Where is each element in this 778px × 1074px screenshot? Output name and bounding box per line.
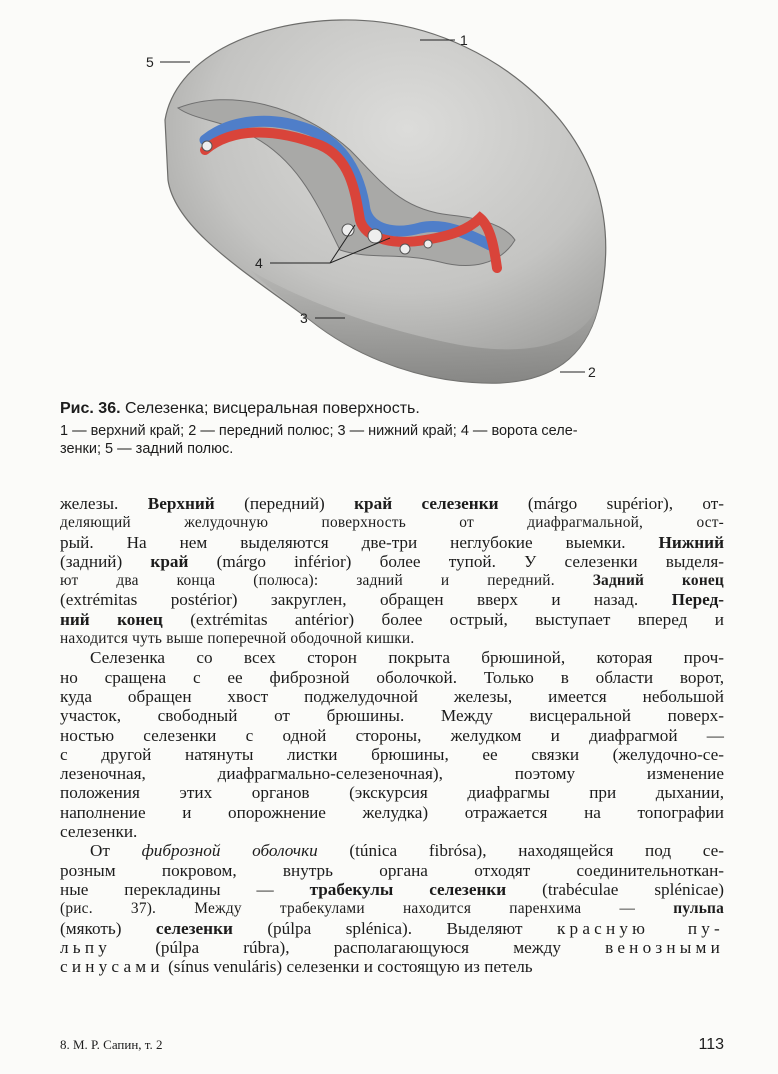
- text-segment: розным покровом, внутрь органа отходят соединительноткан-: [60, 860, 724, 880]
- spleen-illustration: [0, 0, 778, 400]
- text-segment: селезенки.: [60, 822, 138, 842]
- text-line: [60, 861, 724, 880]
- vessel-opening: [202, 141, 212, 151]
- text-line: [60, 938, 724, 957]
- text-segment: синусами: [60, 957, 164, 977]
- text-segment: фиброзной оболочки: [141, 841, 318, 861]
- text-segment: (trabéculae splénicae): [506, 879, 725, 899]
- paragraph-2: [60, 648, 724, 841]
- text-line: [60, 841, 724, 860]
- text-segment: Перед-: [671, 590, 724, 610]
- text-segment: (задний): [60, 551, 151, 571]
- text-segment: участок, свободный от брюшины. Между висцеральной поверх-: [60, 706, 724, 726]
- text-line: [60, 513, 724, 532]
- text-line: [60, 668, 724, 687]
- text-segment: красную пу-: [556, 918, 724, 938]
- label-2: 2: [588, 364, 596, 380]
- text-line: [60, 629, 724, 648]
- text-segment: наполнение и опорожнение желудка) отражается на топографии: [60, 802, 724, 822]
- text-line: [60, 919, 724, 938]
- text-segment: пульпа: [673, 900, 724, 918]
- text-line: [60, 803, 724, 822]
- text-segment: Задний конец: [592, 572, 724, 590]
- text-segment: край: [150, 551, 189, 571]
- text-segment: льпу: [60, 937, 112, 957]
- vessel-opening: [400, 244, 410, 254]
- caption-title: Селезенка; висцеральная поверхность.: [125, 400, 420, 417]
- label-5: 5: [146, 54, 154, 70]
- text-segment: но сращена с ее фиброзной оболочкой. Только в области ворот,: [60, 667, 724, 687]
- text-segment: железы.: [60, 494, 148, 513]
- text-segment: (мякоть): [60, 918, 156, 938]
- text-segment: (рис. 37). Между трабекулами находится паренхима —: [60, 900, 674, 918]
- text-segment: деляющий желудочную поверхность от диафрагмальной, ост-: [60, 514, 724, 532]
- label-4: 4: [255, 255, 263, 271]
- text-segment: рый. На нем выделяются две-три неглубокие выемки.: [60, 532, 659, 552]
- figure-number: Рис. 36.: [60, 400, 121, 417]
- text-segment: край селезенки: [354, 494, 499, 513]
- text-segment: ные перекладины —: [60, 879, 310, 899]
- paragraph-3: [60, 841, 724, 976]
- text-line: [60, 745, 724, 764]
- text-segment: Нижний: [658, 532, 724, 552]
- body-text: [60, 494, 724, 976]
- text-line: [60, 571, 724, 590]
- text-segment: ют два конца (полюса): задний и передний.: [60, 572, 593, 590]
- paragraph-1: [60, 494, 724, 648]
- text-segment: (sínus venuláris) селезенки и состоящую из петель: [163, 957, 533, 977]
- text-line: [60, 726, 724, 745]
- text-segment: (márgo supérior), от-: [498, 494, 725, 513]
- text-segment: (túnica fibrósa), находящейся под се-: [317, 841, 724, 861]
- text-segment: венозными: [605, 937, 724, 957]
- text-line: [60, 822, 724, 841]
- text-line: [60, 899, 724, 918]
- label-3: 3: [300, 310, 308, 326]
- text-segment: От: [90, 841, 142, 861]
- text-segment: с другой натянуты листки брюшины, ее связки (желудочно-се-: [60, 744, 724, 764]
- caption-legend-line: зенки; 5 — задний полюс.: [60, 441, 234, 457]
- text-segment: лезеночная, диафрагмально-селезеночная), поэтому изменение: [60, 764, 724, 784]
- text-segment: (передний): [214, 494, 355, 513]
- spleen-drawing: [0, 0, 778, 400]
- text-line: [60, 494, 724, 513]
- label-1: 1: [460, 32, 468, 48]
- text-segment: Селезенка со всех сторон покрыта брюшиной, которая проч-: [90, 648, 724, 668]
- figure-caption: [60, 398, 720, 458]
- text-segment: находится чуть выше поперечной ободочной кишки.: [60, 630, 415, 648]
- text-segment: (extrémitas antérior) более острый, выступает вперед и: [162, 609, 724, 629]
- text-segment: (púlpa splénica). Выделяют: [232, 918, 557, 938]
- caption-legend: [60, 422, 720, 458]
- text-segment: (púlpa rúbra), располагающуюся между: [111, 937, 606, 957]
- caption-legend-line: 1 — верхний край; 2 — передний полюс; 3 — нижний край; 4 — ворота селе-: [60, 423, 578, 439]
- text-segment: ний конец: [60, 609, 163, 629]
- page-number: 113: [698, 1036, 724, 1053]
- text-line: [60, 687, 724, 706]
- text-line: [60, 957, 724, 976]
- vessel-opening: [368, 229, 382, 243]
- text-line: [60, 764, 724, 783]
- text-line: [60, 610, 724, 629]
- text-segment: куда обращен хвост поджелудочной железы, имеется небольшой: [60, 686, 724, 706]
- page-footer: [60, 1036, 724, 1054]
- text-line: [60, 706, 724, 725]
- signature-mark: 8. М. Р. Сапин, т. 2: [60, 1037, 163, 1052]
- text-segment: положения этих органов (экскурсия диафрагмы при дыхании,: [60, 783, 724, 803]
- text-segment: селезенки: [155, 918, 233, 938]
- text-line: [60, 552, 724, 571]
- text-line: [60, 533, 724, 552]
- text-line: [60, 880, 724, 899]
- text-line: [60, 590, 724, 609]
- text-segment: (márgo inférior) более тупой. У селезенки выделя-: [188, 551, 724, 571]
- text-segment: трабекулы селезенки: [309, 879, 507, 899]
- text-segment: Верхний: [147, 494, 215, 513]
- caption-title-line: [60, 398, 720, 420]
- text-segment: ностью селезенки с одной стороны, желудком и диафрагмой —: [60, 725, 724, 745]
- text-segment: (extrémitas postérior) закруглен, обращен вверх и назад.: [60, 590, 672, 610]
- text-line: [60, 783, 724, 802]
- text-line: [60, 648, 724, 667]
- vessel-opening: [424, 240, 432, 248]
